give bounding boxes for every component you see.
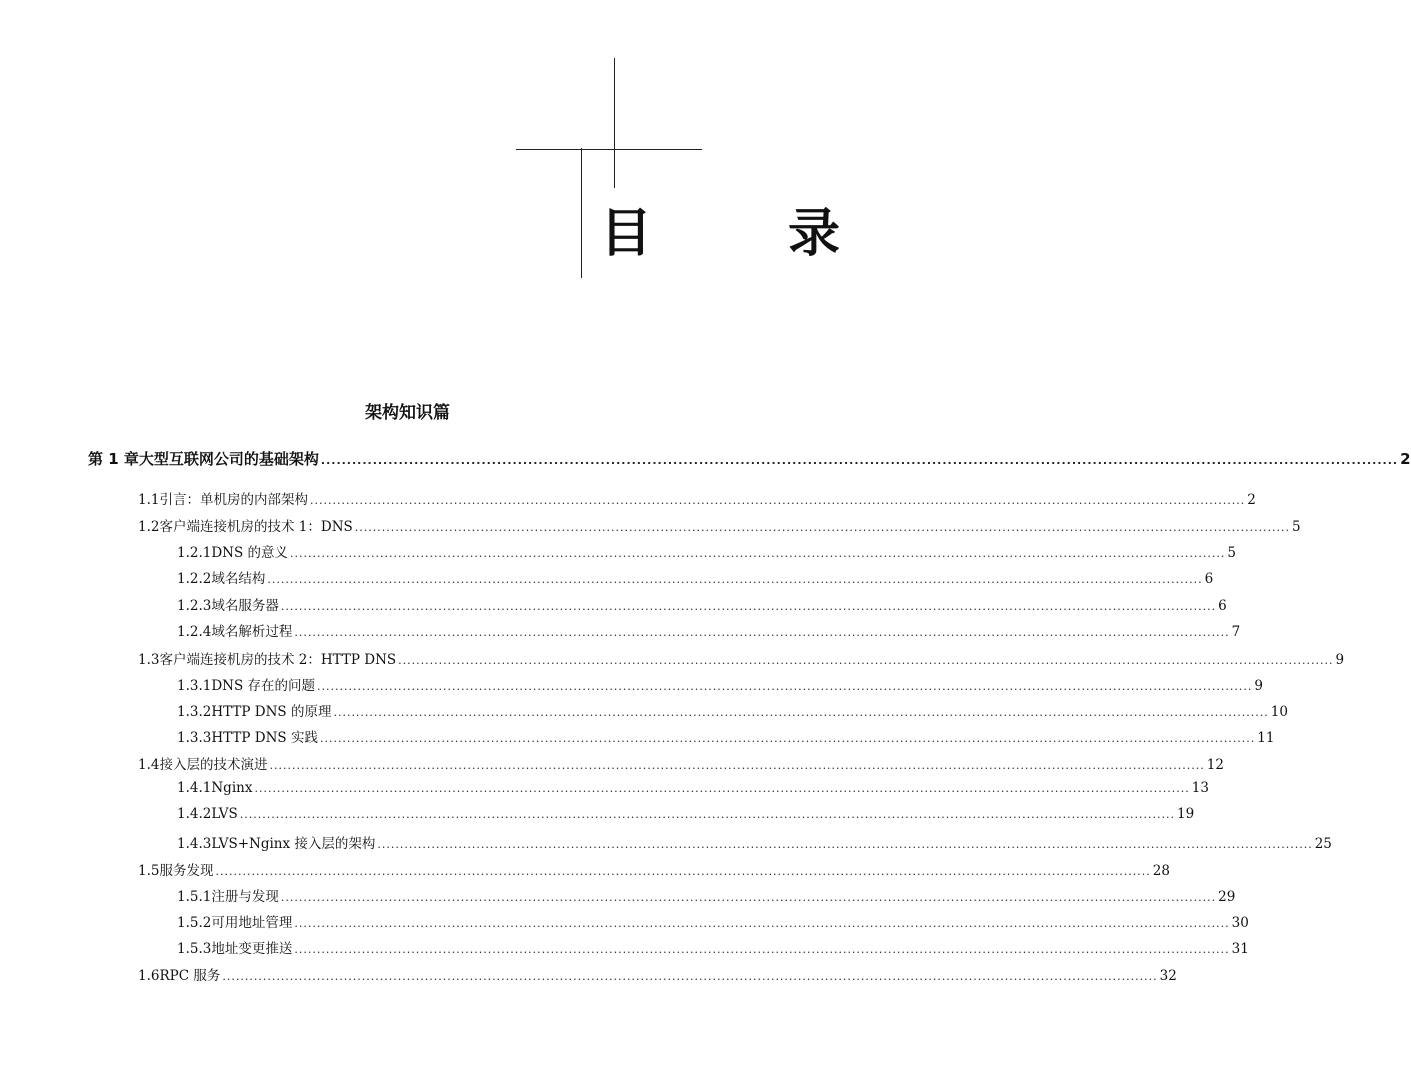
entry-page: 19: [1177, 806, 1195, 822]
toc-entry[interactable]: [138, 488, 1256, 508]
dot-leader: [320, 732, 1255, 745]
entry-page: 11: [1257, 730, 1275, 746]
toc-subentry[interactable]: [177, 541, 1236, 561]
entry-page: 10: [1270, 704, 1288, 720]
entry-title: 客户端连接机房的技术 1：DNS: [159, 519, 353, 535]
entry-title: HTTP DNS 实践: [211, 730, 318, 746]
toc-subentry[interactable]: [177, 885, 1236, 905]
entry-page: 28: [1152, 863, 1170, 879]
dot-leader: [294, 626, 1229, 639]
toc-subentry[interactable]: [177, 806, 1195, 822]
toc-subentry[interactable]: [177, 937, 1249, 957]
dot-leader: [290, 547, 1225, 560]
decorative-vertical-line: [581, 148, 582, 278]
toc-subentry[interactable]: [177, 620, 1241, 640]
chapter-page: 2: [1400, 450, 1411, 468]
entry-title: 引言：单机房的内部架构: [159, 492, 308, 508]
dot-leader: [317, 680, 1252, 693]
entry-page: 32: [1159, 968, 1177, 984]
entry-number: 1.2.1: [177, 545, 212, 561]
entry-number: 1.4.3: [177, 836, 212, 852]
dot-leader: [254, 782, 1189, 795]
dot-leader: [222, 970, 1157, 983]
toc-entry[interactable]: [138, 648, 1345, 668]
entry-number: 1.3.2: [177, 704, 212, 720]
entry-title: LVS: [211, 806, 238, 822]
entry-number: 1.4.2: [177, 806, 212, 822]
dot-leader: [294, 917, 1229, 930]
entry-title: HTTP DNS 的原理: [211, 704, 332, 720]
entry-page: 29: [1218, 889, 1236, 905]
chapter-title: 大型互联网公司的基础架构: [138, 450, 319, 468]
section-heading: 架构知识篇: [365, 403, 450, 423]
toc-subentry[interactable]: [177, 674, 1263, 694]
entry-page: 9: [1254, 678, 1263, 694]
toc-entry[interactable]: [138, 859, 1170, 879]
dot-leader: [215, 865, 1150, 878]
dot-leader: [377, 838, 1312, 851]
entry-page: 6: [1204, 571, 1214, 587]
entry-title: 域名解析过程: [211, 624, 293, 640]
entry-page: 30: [1231, 915, 1249, 931]
toc-entry[interactable]: [138, 753, 1224, 773]
toc-subentry[interactable]: [177, 567, 1214, 587]
toc-subentry[interactable]: [177, 832, 1332, 852]
entry-title: 域名服务器: [211, 598, 279, 614]
entry-page: 5: [1292, 519, 1301, 535]
entry-title: DNS 的意义: [211, 545, 289, 561]
entry-number: 1.5.1: [177, 889, 212, 905]
dot-leader: [321, 454, 1398, 467]
entry-number: 1.3.3: [177, 730, 212, 746]
decorative-horizontal-line: [516, 149, 702, 150]
dot-leader: [294, 943, 1229, 956]
dot-leader: [398, 654, 1333, 667]
entry-page: 25: [1314, 836, 1332, 852]
toc-entry[interactable]: [138, 515, 1301, 535]
entry-page: 9: [1335, 652, 1345, 668]
chapter-number: 第 1 章: [88, 450, 139, 468]
entry-page: 2: [1247, 492, 1256, 508]
entry-number: 1.2.4: [177, 624, 212, 640]
dot-leader: [281, 600, 1216, 613]
entry-number: 1.3: [138, 652, 160, 668]
dot-leader: [281, 891, 1216, 904]
toc-chapter[interactable]: [88, 448, 1411, 469]
toc-subentry[interactable]: [177, 594, 1227, 614]
dot-leader: [333, 706, 1268, 719]
entry-title: 可用地址管理: [211, 915, 293, 931]
entry-number: 1.5: [138, 863, 160, 879]
entry-page: 12: [1206, 757, 1224, 773]
decorative-vertical-line: [614, 58, 615, 188]
entry-number: 1.1: [138, 492, 160, 508]
entry-title: 接入层的技术演进: [159, 757, 268, 773]
dot-leader: [355, 521, 1290, 534]
entry-number: 1.2.3: [177, 598, 212, 614]
toc-subentry[interactable]: [177, 911, 1249, 931]
dot-leader: [267, 573, 1202, 586]
toc-entry[interactable]: [138, 964, 1177, 984]
entry-number: 1.5.2: [177, 915, 212, 931]
entry-page: 31: [1231, 941, 1249, 957]
toc-subentry[interactable]: [177, 780, 1209, 796]
entry-number: 1.4: [138, 757, 160, 773]
entry-title: 注册与发现: [211, 889, 279, 905]
entry-number: 1.4.1: [177, 780, 212, 796]
entry-page: 5: [1227, 545, 1236, 561]
entry-page: 6: [1218, 598, 1227, 614]
entry-title: 地址变更推送: [211, 941, 293, 957]
entry-number: 1.6: [138, 968, 160, 984]
entry-title: DNS 存在的问题: [211, 678, 316, 694]
entry-number: 1.2: [138, 519, 160, 535]
toc-subentry[interactable]: [177, 700, 1288, 720]
entry-title: 域名结构: [211, 571, 266, 587]
entry-page: 13: [1191, 780, 1209, 796]
toc-subentry[interactable]: [177, 726, 1275, 746]
entry-title: Nginx: [211, 780, 253, 796]
entry-number: 1.5.3: [177, 941, 212, 957]
page-title: 目 录: [600, 204, 883, 264]
entry-title: LVS+Nginx 接入层的架构: [211, 836, 376, 852]
dot-leader: [240, 808, 1175, 821]
dot-leader: [310, 494, 1245, 507]
entry-title: 服务发现: [159, 863, 214, 879]
entry-number: 1.2.2: [177, 571, 212, 587]
entry-title: RPC 服务: [159, 968, 221, 984]
entry-number: 1.3.1: [177, 678, 212, 694]
entry-page: 7: [1231, 624, 1241, 640]
entry-title: 客户端连接机房的技术 2：HTTP DNS: [159, 652, 397, 668]
dot-leader: [269, 759, 1204, 772]
